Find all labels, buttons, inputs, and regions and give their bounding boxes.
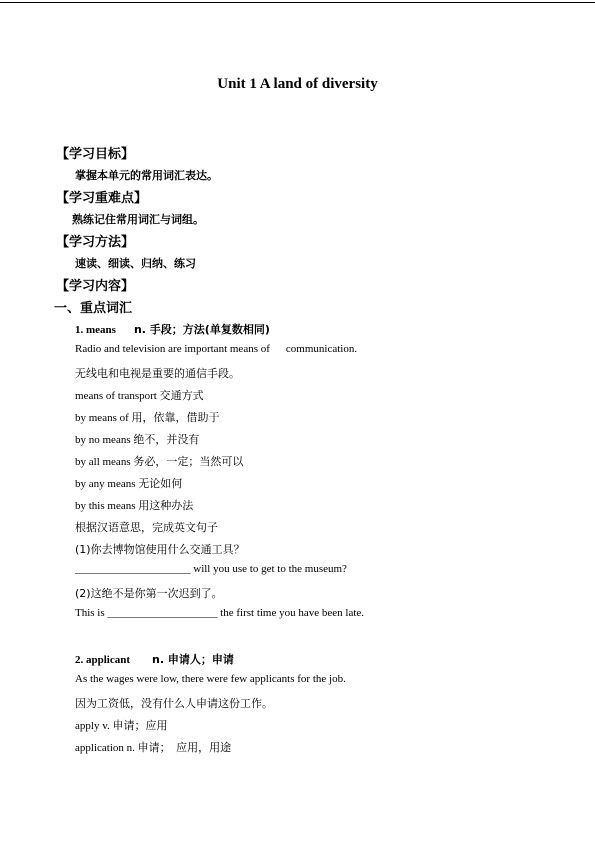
phrase-en: by no means: [75, 434, 131, 446]
phrase-item: [75, 497, 193, 513]
methods-text: 速读、细读、归纳、练习: [75, 257, 196, 270]
phrase-cn: 绝不，并没有: [133, 433, 200, 446]
phrase-en: by this means: [75, 500, 136, 512]
exercise-q1-text: will you use to get to the museum?: [193, 563, 347, 575]
exercise-q2-blank[interactable]: ____________________: [107, 607, 218, 619]
application-en: application n.: [75, 742, 135, 754]
exercise-intro: 根据汉语意思，完成英文句子: [75, 521, 218, 534]
word2-example-en: As the wages were low, there were few applicants for the job.: [75, 673, 346, 685]
apply-en: apply v.: [75, 720, 110, 732]
application-cn: 申请； 应用，用途: [137, 741, 232, 754]
phrase-item: [75, 475, 182, 491]
phrase-cn: 用这种办法: [138, 499, 194, 512]
section-goals-heading: 【学习目标】: [56, 147, 135, 162]
word1-entry: [75, 321, 270, 337]
section-content-heading: 【学习内容】: [56, 279, 135, 294]
phrase-item: [75, 453, 243, 469]
phrase-en: means of transport: [75, 390, 157, 402]
exercise-q2-cn: (2)这绝不是你第一次迟到了。: [75, 587, 223, 600]
exercise-q2-text: the first time you have been late.: [220, 607, 365, 619]
word1-example-en-part1: Radio and television are important means of: [75, 343, 270, 355]
exercise-q2-en: [75, 607, 364, 619]
phrase-item: [75, 387, 204, 403]
page-top-border: [0, 2, 595, 3]
section-methods-heading: 【学习方法】: [56, 235, 135, 250]
goals-text: 掌握本单元的常用词汇表达。: [75, 169, 218, 182]
phrase-item: [75, 409, 220, 425]
word1-example-en-part2: communication.: [285, 343, 358, 355]
phrase-cn: 务必，一定；当然可以: [133, 455, 244, 468]
word2-apply: [75, 717, 167, 733]
section-key-points-heading: 【学习重难点】: [56, 191, 148, 206]
word2-pos: n. 申请人；申请: [152, 653, 234, 666]
word2-headword: 2. applicant: [75, 654, 131, 666]
word1-example-cn: 无线电和电视是重要的通信手段。: [75, 367, 240, 380]
exercise-q1-blank[interactable]: _____________________: [75, 563, 191, 575]
word1-headword: 1. means: [75, 324, 116, 336]
phrase-en: by any means: [75, 478, 136, 490]
word2-entry: [75, 651, 234, 667]
vocabulary-subheading: 一、重点词汇: [54, 301, 133, 316]
page-title: Unit 1 A land of diversity: [217, 76, 378, 92]
exercise-q1-cn: (1)你去博物馆使用什么交通工具？: [75, 543, 245, 556]
exercise-q1-en: [75, 563, 347, 575]
word1-example-en: [75, 343, 357, 355]
phrase-item: [75, 431, 199, 447]
word1-pos: n. 手段；方法(单复数相同): [133, 323, 270, 336]
phrase-cn: 用，依靠，借助于: [131, 411, 220, 424]
phrase-cn: 交通方式: [159, 389, 204, 402]
key-points-text: 熟练记住常用词汇与词组。: [72, 213, 204, 226]
word2-application: [75, 739, 231, 755]
word2-example-cn: 因为工资低，没有什么人申请这份工作。: [75, 697, 273, 710]
apply-cn: 申请；应用: [112, 719, 168, 732]
phrase-en: by all means: [75, 456, 131, 468]
exercise-q2-prefix: This is: [75, 607, 105, 619]
phrase-en: by means of: [75, 412, 129, 424]
phrase-cn: 无论如何: [138, 477, 183, 490]
